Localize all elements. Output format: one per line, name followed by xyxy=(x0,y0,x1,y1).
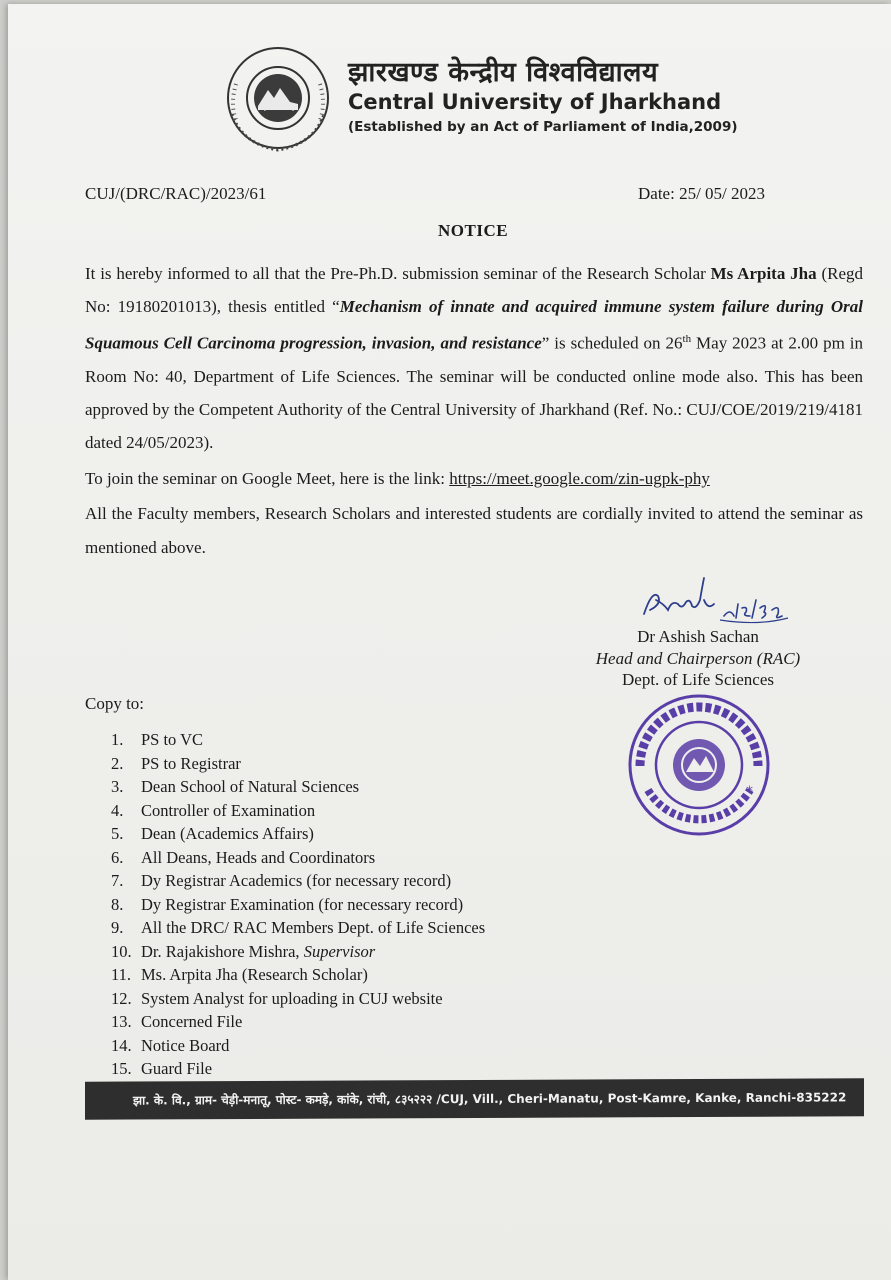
establishment-note: (Established by an Act of Parliament of India,2009) xyxy=(348,119,738,135)
department-stamp xyxy=(626,692,772,838)
list-item: 9. All the DRC/ RAC Members Dept. of Life Sciences xyxy=(111,918,486,937)
google-meet-link[interactable]: https://meet.google.com/zin-ugpk-phy xyxy=(449,469,710,488)
handwritten-signature xyxy=(638,570,808,626)
supervisor-note: Supervisor xyxy=(303,941,376,961)
p1-text-d: May 2023 at 2.00 pm in Room No: 40, Department of Life Sciences. The seminar will be conducted online mode also. This has been approved by the Competent Authority of the Central University of Jharkhand (Ref. No.: CUJ/COE/2019/219/4181 dated 24/05/2023). xyxy=(85,333,863,452)
list-item: 12. System Analyst for uploading in CUJ website xyxy=(111,988,443,1008)
p1-text-a: It is hereby informed to all that the Pre-Ph.D. submission seminar of the Research Scholar xyxy=(85,264,711,283)
list-item: 11. Ms. Arpita Jha (Research Scholar) xyxy=(111,965,368,984)
notice-paragraph-invite: All the Faculty members, Research Scholars and interested students are cordially invited to attend the seminar as mentioned above. xyxy=(85,504,863,557)
notice-date: Date: 25/ 05/ 2023 xyxy=(638,184,766,203)
list-item: 1. PS to VC xyxy=(111,730,204,749)
copy-to-label: Copy to: xyxy=(85,694,145,713)
date-suffix: th xyxy=(682,333,692,345)
university-name-hindi: झारखण्ड केन्द्रीय विश्वविद्यालय xyxy=(348,57,659,88)
list-item: 2. PS to Registrar xyxy=(111,753,241,773)
notice-title: NOTICE xyxy=(438,221,509,240)
footer-address-band xyxy=(85,1078,864,1119)
list-item: 6. All Deans, Heads and Coordinators xyxy=(111,847,376,867)
svg-text:*: * xyxy=(746,784,753,800)
list-item: 3. Dean School of Natural Sciences xyxy=(111,777,360,796)
thesis-title: Mechanism of innate and acquired immune system failure during Oral Squamous Cell Carcinoma progression, invasion, and resistance xyxy=(85,297,863,353)
list-item: 8. Dy Registrar Examination (for necessary record) xyxy=(111,894,464,914)
list-item: 14. Notice Board xyxy=(111,1035,230,1055)
list-item: 7. Dy Registrar Academics (for necessary record) xyxy=(111,871,452,890)
notice-paragraph-main xyxy=(85,257,863,459)
university-name-english: Central University of Jharkhand xyxy=(348,90,722,114)
reference-number: CUJ/(DRC/RAC)/2023/61 xyxy=(85,184,267,203)
list-item: 10. Dr. Rajakishore Mishra, Supervisor xyxy=(111,941,376,961)
p1-text-b: (Regd No: 19180201013), thesis entitled “ xyxy=(85,264,863,316)
list-item: 4. Controller of Examination xyxy=(111,800,316,820)
list-item: 15. Guard File xyxy=(111,1059,213,1078)
footer-address: झा. के. वि., ग्राम- चेड़ी-मनातू, पोस्ट- कमड़े, कांके, रांची, ८३५२२२ /CUJ, Vill., Cheri-Manatu, Post-Kamre, Kanke, Ranchi-835222 xyxy=(133,1090,847,1108)
copy-to-list xyxy=(111,728,485,1081)
signatory-title: Head and Chairperson (RAC) xyxy=(595,648,801,668)
notice-paragraph-link xyxy=(85,462,863,495)
notice-page xyxy=(8,4,891,1280)
university-logo xyxy=(222,44,334,156)
signatory-name: Dr Ashish Sachan xyxy=(637,627,759,646)
p1-text-c: ” is scheduled on 26 xyxy=(541,333,683,353)
scholar-name: Ms Arpita Jha xyxy=(710,264,817,283)
list-item: 13. Concerned File xyxy=(111,1012,243,1031)
signatory-block xyxy=(568,626,828,691)
p2-text: To join the seminar on Google Meet, here is the link: xyxy=(85,469,450,488)
list-item: 5. Dean (Academics Affairs) xyxy=(111,824,314,843)
signatory-department: Dept. of Life Sciences xyxy=(622,670,774,689)
